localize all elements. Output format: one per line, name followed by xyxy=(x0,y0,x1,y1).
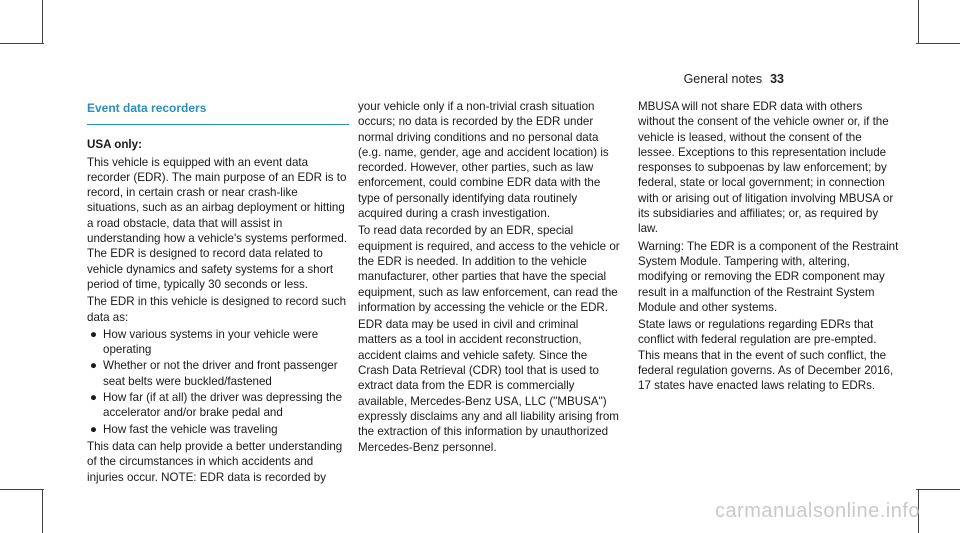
bullet-icon: ● xyxy=(90,422,98,436)
paragraph: To read data recorded by an EDR, special equipment is required, and access to the vehicle or the EDR is needed. In addition to the vehicle manufacturer, other parties that have the special equipment, such as law enforcement, can read the information by accessing the vehicle or the EDR. xyxy=(358,224,620,314)
crop-mark xyxy=(916,43,960,44)
column-3 xyxy=(638,99,900,396)
column-2 xyxy=(358,99,620,457)
paragraph: your vehicle only if a non-trivial crash situation occurs; no data is recorded by the EDR under normal driving conditions and no personal data (e.g. name, gender, age and accident location) is recorded. However, other parties, such as law enforcement, could combine EDR data with the type of personally identifying data routinely acquired during a crash investigation. xyxy=(358,100,609,221)
bullet-icon: ● xyxy=(90,391,98,405)
crop-mark xyxy=(42,489,43,533)
crop-mark xyxy=(42,0,43,44)
crop-mark xyxy=(916,489,960,490)
paragraph: EDR data may be used in civil and criminal matters as a tool in accident reconstruction, accident claims and vehicle safety. Since the Crash Data Retrieval (CDR) tool that is used to extract data from the EDR is commercially available, Mercedes-Benz USA, LLC ("MBUSA") expressly disclaims any and all liability arising from the extraction of this information by unauthorized Mercedes-Benz personnel. xyxy=(358,318,619,454)
paragraph: State laws or regulations regarding EDRs that conflict with federal regulation are pre-empted. This means that in the event of such conflict, the federal regulation governs. As of December 2016, 17 states have enacted laws relating to EDRs. xyxy=(638,318,894,393)
title-rule xyxy=(87,124,349,125)
section-title: Event data recorders xyxy=(87,101,207,115)
list-item: ● Whether or not the driver and front passenger seat belts were buckled/fastened xyxy=(90,359,338,388)
paragraph: The EDR in this vehicle is designed to record such data as: xyxy=(87,295,347,324)
crop-mark xyxy=(0,489,44,490)
bullet-list xyxy=(87,327,349,437)
paragraph: MBUSA will not share EDR data with others without the consent of the vehicle owner or, if the vehicle is leased, without the consent of the lessee. Exceptions to this representation include responses to subpoenas by law enforcement; by federal, state or local government; in connection with or arising out of litigation involving MBUSA or its subsidiaries and affiliates; or, as required by law. xyxy=(638,100,894,236)
list-item: ● How fast the vehicle was traveling xyxy=(90,422,278,436)
bullet-icon: ● xyxy=(90,327,98,341)
paragraph: Warning: The EDR is a component of the Restraint System Module. Tampering with, altering, modifying or removing the EDR component may result in a malfunction of the Restraint System Module and other systems. xyxy=(638,239,899,314)
section-name: General notes xyxy=(683,72,763,86)
paragraph: This data can help provide a better understanding of the circumstances in which accidents and injuries occur. NOTE: EDR data is recorded by xyxy=(87,439,343,484)
list-item: ● How various systems in your vehicle were operating xyxy=(90,327,319,357)
watermark: carmanualsonline.info xyxy=(714,500,920,522)
page-header xyxy=(684,72,784,86)
bullet-icon: ● xyxy=(90,359,98,373)
crop-mark xyxy=(0,43,44,44)
paragraph: This vehicle is equipped with an event data recorder (EDR). The main purpose of an EDR is to record, in certain crash or near crash-like situations, such as an airbag deployment or hitting a road obstacle, data that will assist in understanding how a vehicle's systems performed. The EDR is designed to record data related to vehicle dynamics and safety systems for a short period of time, typically 30 seconds or less. xyxy=(87,155,347,291)
list-item: ● How far (if at all) the driver was depressing the accelerator and/or brake pedal and xyxy=(90,391,343,420)
subheading: USA only: xyxy=(87,138,142,152)
page-number: 33 xyxy=(770,72,784,86)
crop-mark xyxy=(918,0,919,44)
column-1 xyxy=(87,101,349,487)
